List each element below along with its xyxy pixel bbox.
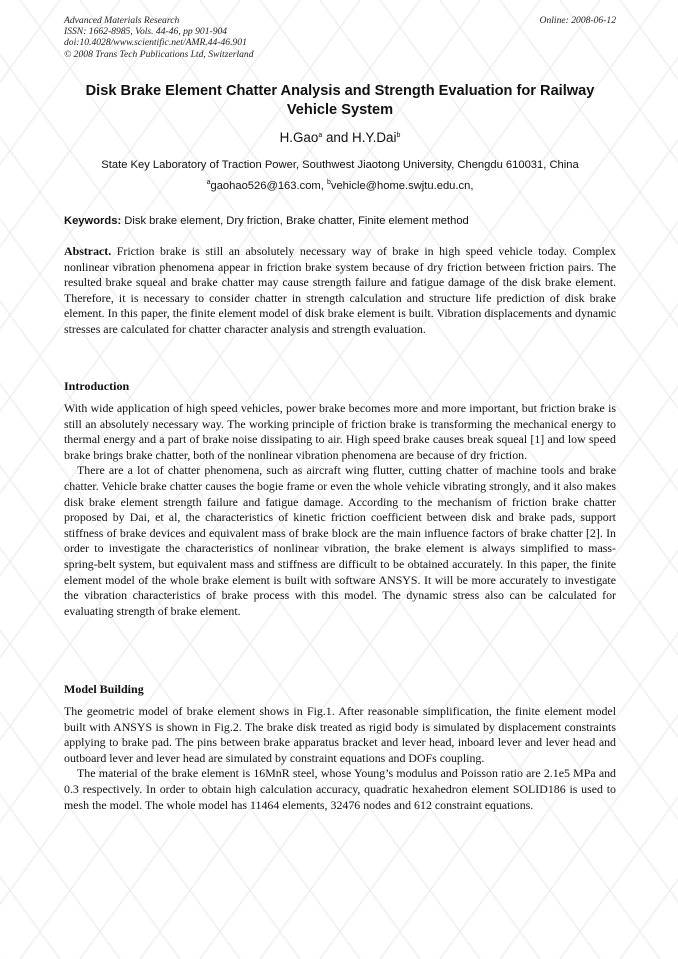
author-2: H.Y.Dai bbox=[352, 130, 397, 145]
email-b: vehicle@home.swjtu.edu.cn, bbox=[330, 180, 474, 192]
abstract-text: Friction brake is still an absolutely necessary way of brake in high speed vehicle today. Complex nonlinear vibration phenomena appear in friction brake system because of dry friction between friction pairs. The resulted brake squeal and brake chatter may cause strength failure and fatigue damage of the disk brake element. Therefore, it is necessary to consider chatter in strength calculation and structure life prediction of disk brake element. In this paper, the finite element model of disk brake element is built. Vibration displacements and dynamic stresses are calculated for chatter character analysis and strength evaluation. bbox=[64, 244, 616, 336]
model-building-heading: Model Building bbox=[64, 682, 144, 696]
journal-header bbox=[64, 15, 616, 60]
introduction-heading: Introduction bbox=[64, 379, 130, 393]
model-building-paragraph-2: The material of the brake element is 16MnR steel, whose Young’s modulus and Poisson ratio are 2.1e5 MPa and 0.3 respectively. In order to obtain high calculation accuracy, quadratic hexahedron element SOLID186 is used to mesh the model. The whole model has 11464 elements, 32476 nodes and 612 constraint equations. bbox=[64, 766, 616, 812]
watermark-line bbox=[0, 0, 60, 959]
abstract-label: Abstract. bbox=[64, 244, 112, 258]
watermark-line bbox=[620, 0, 678, 959]
keywords-label: Keywords: bbox=[64, 215, 122, 227]
author-connector: and bbox=[322, 130, 353, 145]
introduction-paragraph-1: With wide application of high speed vehicles, power brake becomes more and more important, but friction brake is still an absolutely necessary way. The working principle of friction brake is transforming the mechanical energy to thermal energy and a part of brake noise dissipating to air. High speed brake causes break squeal [1] and low speed brake brings brake chatter, both of the nonlinear vibration phenomena are because of dry friction. bbox=[64, 401, 616, 462]
introduction-paragraph-2: There are a lot of chatter phenomena, such as aircraft wing flutter, cutting chatter of machine tools and brake chatter. Vehicle brake chatter causes the bogie frame or even the whole vehicle vibrating strongly, and it also makes disk brake element strength failure and fatigue damage. According to the mechanism of friction brake chatter proposed by Dai, et al, the characteristics of kinetic friction coefficient between disk and brake pads, support stiffness of brake devices and equivalent mass of brake block are the main influence factors of brake chatter [2]. In order to investigate the characteristics of nonlinear vibration, the brake element is always simplified to mass-spring-belt system, but equivalent mass and stiffness are difficult to be obtained accurately. In this paper, the finite element model of the whole brake element is built with software ANSYS. It will be more accurately to investigate the vibration characteristics of brake process with this model. The dynamic stress also can be calculated for evaluating strength of brake element. bbox=[64, 463, 616, 618]
watermark-line bbox=[0, 0, 60, 959]
author-1-affil-mark: a bbox=[318, 132, 323, 139]
doi-line: doi:10.4028/www.scientific.net/AMR.44-46.901 bbox=[64, 37, 247, 49]
author-2-affil-mark: b bbox=[396, 132, 401, 139]
keywords-text: Disk brake element, Dry friction, Brake chatter, Finite element method bbox=[121, 215, 469, 227]
abstract-paragraph bbox=[64, 244, 616, 338]
paper-title: Disk Brake Element Chatter Analysis and Strength Evaluation for Railway Vehicle System bbox=[85, 83, 595, 118]
email-line bbox=[64, 179, 616, 193]
online-date: Online: 2008-06-12 bbox=[539, 15, 616, 26]
watermark-line bbox=[620, 0, 678, 959]
email-b-mark: b bbox=[326, 179, 331, 186]
introduction-body bbox=[64, 401, 616, 619]
issn-line: ISSN: 1662-8985, Vols. 44-46, pp 901-904 bbox=[64, 26, 228, 38]
keywords bbox=[64, 214, 616, 228]
model-building-paragraph-1: The geometric model of brake element shows in Fig.1. After reasonable simplification, the finite element model built with ANSYS is shown in Fig.2. The brake disk treated as rigid body is simulated by displacement constraints applying to brake pad. The pins between brake apparatus bracket and lever head, inboard lever and lever head and outboard lever and lever head are simulated by constraint equations and DOFs coupling. bbox=[64, 704, 616, 765]
email-a-mark: a bbox=[206, 179, 211, 186]
author-line bbox=[64, 130, 616, 146]
abstract bbox=[64, 244, 616, 338]
model-building-body bbox=[64, 704, 616, 813]
email-a: gaohao526@163.com, bbox=[210, 180, 327, 192]
journal-name: Advanced Materials Research bbox=[64, 15, 180, 26]
affiliation: State Key Laboratory of Traction Power, Southwest Jiaotong University, Chengdu 610031, China bbox=[101, 159, 579, 171]
author-1: H.Gao bbox=[279, 130, 319, 145]
copyright-line: © 2008 Trans Tech Publications Ltd, Switzerland bbox=[64, 48, 254, 60]
